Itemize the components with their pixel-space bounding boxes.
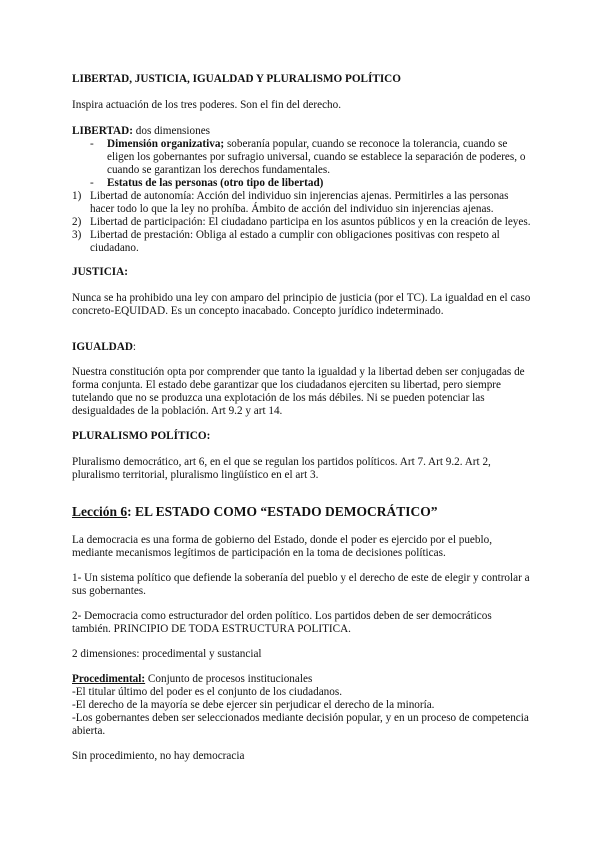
item-number: 2) xyxy=(72,216,82,228)
page-title: LIBERTAD, JUSTICIA, IGUALDAD Y PLURALISMO POLÍTICO xyxy=(72,73,401,85)
igualdad-line2: forma conjunta. El estado debe garantizar que los ciudadanos ejerciten su libertad, pero siempre xyxy=(72,379,501,391)
igualdad-line3: tutelando que no se produzca una explotación de los más débiles. Ni se pueden potenciar las xyxy=(72,392,485,404)
intro-text: Inspira actuación de los tres poderes. Son el fin del derecho. xyxy=(72,99,342,111)
justicia-line1: Nunca se ha prohibido una ley con amparo del principio de justicia (por el TC). La igualdad en el caso xyxy=(72,292,531,304)
libertad-heading: LIBERTAD: xyxy=(72,125,133,137)
libertad-heading-rest: dos dimensiones xyxy=(132,125,211,137)
bullet1-label: Dimensión organizativa; xyxy=(107,138,225,150)
leccion-label: Lección 6 xyxy=(72,504,128,519)
bullet1-line3: cuando se garantizan los derechos fundamentales. xyxy=(107,164,331,176)
item1-line2: hacer todo lo que la ley no prohíba. Ámbito de acción del individuo sin injerencias ajenas. xyxy=(90,203,494,215)
item3-line2: ciudadano. xyxy=(90,242,139,254)
bullet-dash: - xyxy=(90,138,94,150)
procedimental-line2: -El derecho de la mayoría se debe ejercer sin perjudicar el derecho de la minoría. xyxy=(72,699,435,711)
leccion-p1-line1: La democracia es una forma de gobierno del Estado, donde el poder es ejercido por el pueblo, xyxy=(72,534,492,546)
justicia-heading: JUSTICIA: xyxy=(72,266,128,278)
pluralismo-line1: Pluralismo democrático, art 6, en el que se regulan los partidos políticos. Art 7. Art 9.2. Art 2, xyxy=(72,456,491,468)
igualdad-line1: Nuestra constitución opta por comprender que tanto la igualdad y la libertad deben ser conjugadas de xyxy=(72,366,525,378)
item3-line1: Libertad de prestación: Obliga al estado a cumplir con obligaciones positivas con respeto al xyxy=(90,229,500,241)
leccion-p4: 2 dimensiones: procedimental y sustancial xyxy=(72,648,262,660)
bullet1-text: soberanía popular, cuando se reconoce la tolerancia, cuando se xyxy=(224,138,508,150)
bullet1-line2: eligen los gobernantes por sufragio universal, cuando se establece la separación de poderes, o xyxy=(107,151,526,163)
justicia-line2: concreto-EQUIDAD. Es un concepto inacabado. Concepto jurídico indeterminado. xyxy=(72,305,444,317)
leccion-title: : EL ESTADO COMO “ESTADO DEMOCRÁTICO” xyxy=(127,504,438,519)
libertad-heading-line xyxy=(72,125,210,138)
pluralismo-line2: pluralismo territorial, pluralismo lingüístico en el art 3. xyxy=(72,469,319,481)
bullet2-label: Estatus de las personas (otro tipo de libertad) xyxy=(107,177,324,189)
item2-line1: Libertad de participación: El ciudadano participa en los asuntos públicos y en la creación de leyes. xyxy=(90,216,531,228)
leccion-p3-line2: también. PRINCIPIO DE TODA ESTRUCTURA POLITICA. xyxy=(72,623,351,635)
procedimental-heading-line xyxy=(72,673,312,686)
bullet1-line1 xyxy=(107,138,507,151)
pluralismo-heading: PLURALISMO POLÍTICO: xyxy=(72,430,211,442)
igualdad-heading: IGUALDAD xyxy=(72,341,133,353)
procedimental-rest: Conjunto de procesos institucionales xyxy=(145,673,313,685)
igualdad-line4: desigualdades de la población. Art 9.2 y art 14. xyxy=(72,405,283,417)
item1-line1: Libertad de autonomía: Acción del individuo sin injerencias ajenas. Permitirles a las personas xyxy=(90,190,509,202)
igualdad-colon: : xyxy=(132,341,137,353)
igualdad-heading-line xyxy=(72,341,136,354)
final-line: Sin procedimiento, no hay democracia xyxy=(72,750,245,762)
procedimental-label: Procedimental: xyxy=(72,673,146,685)
item-number: 3) xyxy=(72,229,82,241)
leccion-p1-line2: mediante mecanismos legítimos de participación en la toma de decisiones políticas. xyxy=(72,547,446,559)
item-number: 1) xyxy=(72,190,82,202)
procedimental-line3: -Los gobernantes deben ser seleccionados mediante decisión popular, y en un proceso de competencia xyxy=(72,712,529,724)
leccion-heading xyxy=(72,504,438,520)
procedimental-line4: abierta. xyxy=(72,725,106,737)
procedimental-line1: -El titular último del poder es el conjunto de los ciudadanos. xyxy=(72,686,342,698)
bullet-dash: - xyxy=(90,177,94,189)
leccion-p2-line1: 1- Un sistema político que defiende la soberanía del pueblo y el derecho de este de elegir y controlar a xyxy=(72,572,530,584)
leccion-p3-line1: 2- Democracia como estructurador del orden político. Los partidos deben de ser democráticos xyxy=(72,610,492,622)
leccion-p2-line2: sus gobernantes. xyxy=(72,585,146,597)
